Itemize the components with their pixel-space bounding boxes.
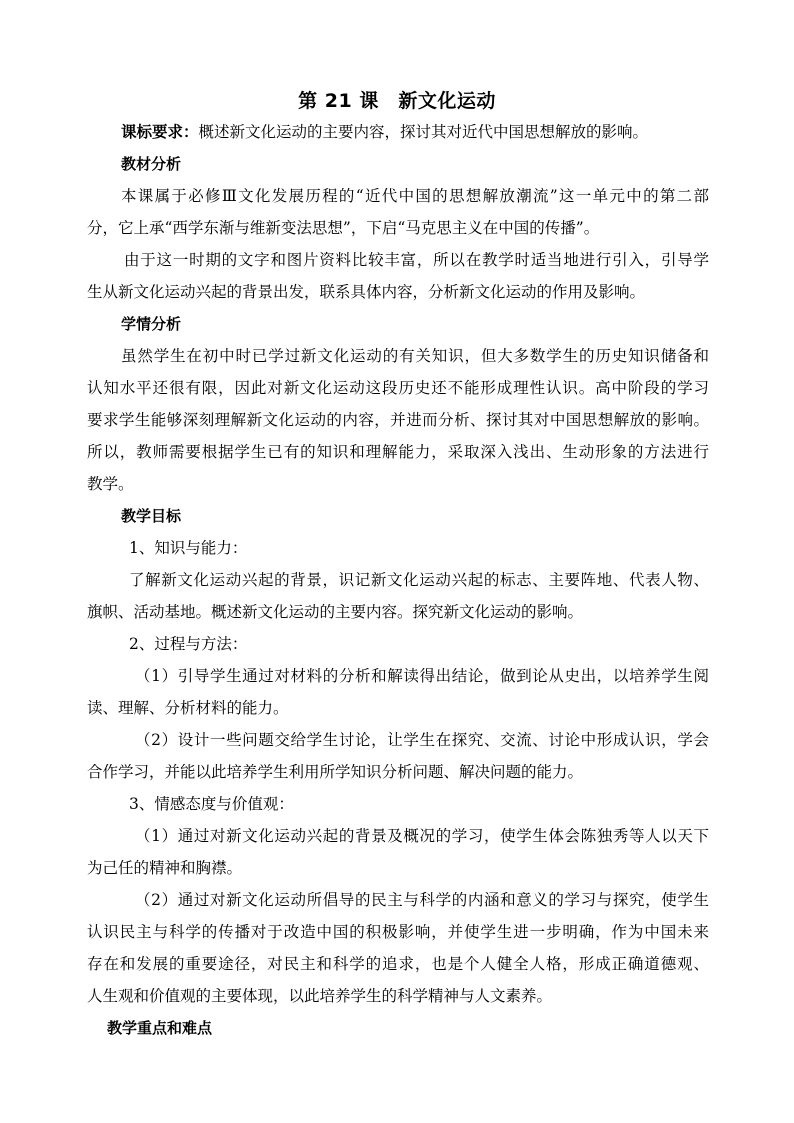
paragraph-line: 读、理解、分析材料的能力。 (87, 699, 289, 717)
paragraph-line: 认知水平还很有限，因此对新文化运动这段历史还不能形成理性认识。高中阶段的学习 (87, 379, 709, 397)
paragraph-line: 旗帜、活动基地。概述新文化运动的主要内容。探究新文化运动的影响。 (87, 603, 584, 621)
paragraph-line: 分，它上承“西学东渐与维新变法思想”，下启“马克思主义在中国的传播”。 (87, 219, 600, 237)
paragraph-line: （1）通过对新文化运动兴起的背景及概况的学习，使学生体会陈独秀等人以天下 (135, 827, 709, 845)
subheading-knowledge: 1、知识与能力： (129, 539, 248, 557)
paragraph-line: 为己任的精神和胸襟。 (87, 859, 243, 877)
paragraph-line: 所以，教师需要根据学生已有的知识和理解能力，采取深入浅出、生动形象的方法进行 (87, 443, 709, 461)
paragraph-line: （2）设计一些问题交给学生讨论，让学生在探究、交流、讨论中形成认识，学会 (135, 731, 709, 749)
paragraph-line: 本课属于必修Ⅲ文化发展历程的“近代中国的思想解放潮流”这一单元中的第二部 (121, 187, 709, 205)
paragraph-line: 虽然学生在初中时已学过新文化运动的有关知识，但大多数学生的历史知识储备和 (121, 347, 709, 365)
paragraph-line: 生从新文化运动兴起的背景出发，联系具体内容，分析新文化运动的作用及影响。 (87, 283, 646, 301)
paragraph-line: （2）通过对新文化运动所倡导的民主与科学的内涵和意义的学习与探究，使学生 (135, 891, 709, 909)
subheading-process: 2、过程与方法： (129, 635, 248, 653)
section-heading-key-points: 教学重点和难点 (107, 1019, 213, 1037)
paragraph-line: 由于这一时期的文字和图片资料比较丰富，所以在教学时适当地进行引入，引导学 (124, 251, 709, 269)
paragraph-line: 存在和发展的重要途径，对民主和科学的追求，也是个人健全人格，形成正确道德观、 (87, 955, 709, 973)
paragraph-line: 人生观和价值观的主要体现，以此培养学生的科学精神与人文素养。 (87, 987, 553, 1005)
curriculum-standard (121, 122, 648, 142)
section-heading-student-analysis: 学情分析 (121, 315, 182, 333)
paragraph-line: 认识民主与科学的传播对于改造中国的积极影响，并使学生进一步明确，作为中国未来 (87, 923, 709, 941)
section-heading-material-analysis: 教材分析 (121, 155, 182, 173)
paragraph-line: （1）引导学生通过对材料的分析和解读得出结论，做到论从史出，以培养学生阅 (135, 667, 709, 685)
page-title: 第 21 课 新文化运动 (298, 90, 496, 112)
curriculum-standard-label: 课标要求： (121, 123, 199, 141)
section-heading-objectives: 教学目标 (121, 507, 182, 525)
subheading-values: 3、情感态度与价值观： (129, 795, 294, 813)
curriculum-standard-text: 概述新文化运动的主要内容，探讨其对近代中国思想解放的影响。 (198, 123, 649, 141)
paragraph-line: 教学。 (87, 475, 134, 493)
paragraph-line: 合作学习，并能以此培养学生利用所学知识分析问题、解决问题的能力。 (87, 763, 584, 781)
paragraph-line: 要求学生能够深刻理解新文化运动的内容，并进而分析、探讨其对中国思想解放的影响。 (87, 411, 709, 429)
paragraph-line: 了解新文化运动兴起的背景，识记新文化运动兴起的标志、主要阵地、代表人物、 (129, 571, 709, 589)
